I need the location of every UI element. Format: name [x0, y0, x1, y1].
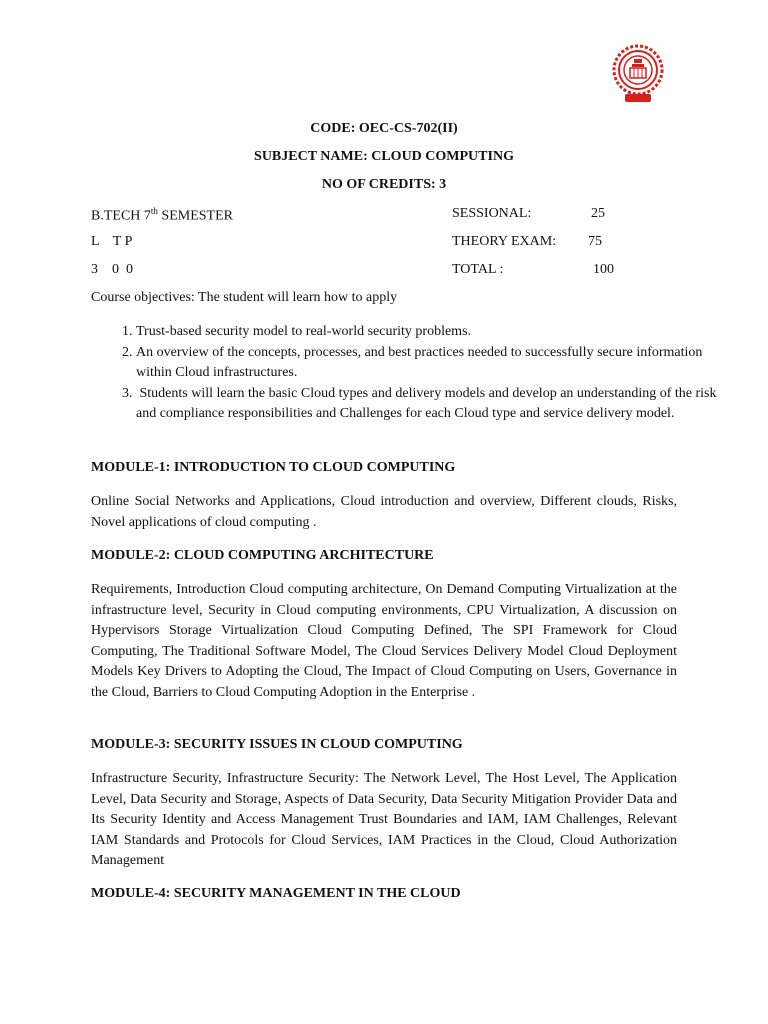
course-code: CODE: OEC-CS-702(II) [310, 121, 458, 136]
objective-item: 1. Trust-based security model to real-world security problems. [136, 322, 726, 343]
total-value: 100 [593, 262, 614, 277]
objective-item: 2. An overview of the concepts, processes, and best practices needed to successfully secure information within Cloud infrastructures. [136, 343, 726, 384]
total-label: TOTAL : [452, 262, 504, 277]
module-1-heading: MODULE-1: INTRODUCTION TO CLOUD COMPUTING [91, 460, 456, 475]
module-4-heading: MODULE-4: SECURITY MANAGEMENT IN THE CLOUD [91, 886, 461, 901]
module-2-body: Requirements, Introduction Cloud computing architecture, On Demand Computing Virtualization at the infrastructure level, Security in Cloud computing environments, CPU Virtualization, A discussion on Hypervisors Storage Virtualization Cloud Computing Defined, The SPI Framework for Cloud Computing, The Traditional Software Model, The Cloud Services Delivery Model Cloud Deployment Models Key Drivers to Adopting the Cloud, The Impact of Cloud Computing on Users, Governance in the Cloud, Barriers to Cloud Computing Adoption in the Enterprise . [91, 582, 677, 700]
semester-suffix: SEMESTER [157, 208, 233, 224]
semester-label [91, 206, 233, 225]
objectives-intro: Course objectives: The student will learn how to apply [91, 290, 398, 305]
credits: NO OF CREDITS: 3 [321, 177, 447, 192]
theory-exam-label: THEORY EXAM: [452, 234, 557, 249]
sessional-value: 25 [591, 206, 605, 221]
university-seal-logo [612, 44, 664, 106]
module-1-body: Online Social Networks and Applications, Cloud introduction and overview, Different clouds, Risks, Novel applications of cloud computing . [91, 494, 677, 530]
objectives-list [91, 322, 726, 425]
module-3-body: Infrastructure Security, Infrastructure Security: The Network Level, The Host Level, The Application Level, Data Security and Storage, Aspects of Data Security, Data Security Mitigation Provider Data and Its Security Identity and Access Management Trust Boundaries and IAM, IAM Challenges, Relevant IAM Standards and Protocols for Cloud Services, IAM Practices in the Cloud, Cloud Authorization Management [91, 771, 677, 869]
theory-exam-value: 75 [588, 234, 602, 249]
module-2-heading: MODULE-2: CLOUD COMPUTING ARCHITECTURE [91, 548, 434, 563]
semester-text: B.TECH 7 [91, 208, 151, 224]
semester-sup: th [150, 206, 158, 216]
ltp-values: 3 0 0 [91, 262, 133, 277]
ltp-label: L T P [91, 234, 133, 249]
sessional-label: SESSIONAL: [452, 206, 532, 221]
objective-item: 3. Students will learn the basic Cloud types and delivery models and develop an understanding of the risk and compliance responsibilities and Challenges for each Cloud type and service delivery model. [136, 384, 726, 425]
subject-name: SUBJECT NAME: CLOUD COMPUTING [254, 149, 514, 164]
module-3-heading: MODULE-3: SECURITY ISSUES IN CLOUD COMPUTING [91, 737, 463, 752]
